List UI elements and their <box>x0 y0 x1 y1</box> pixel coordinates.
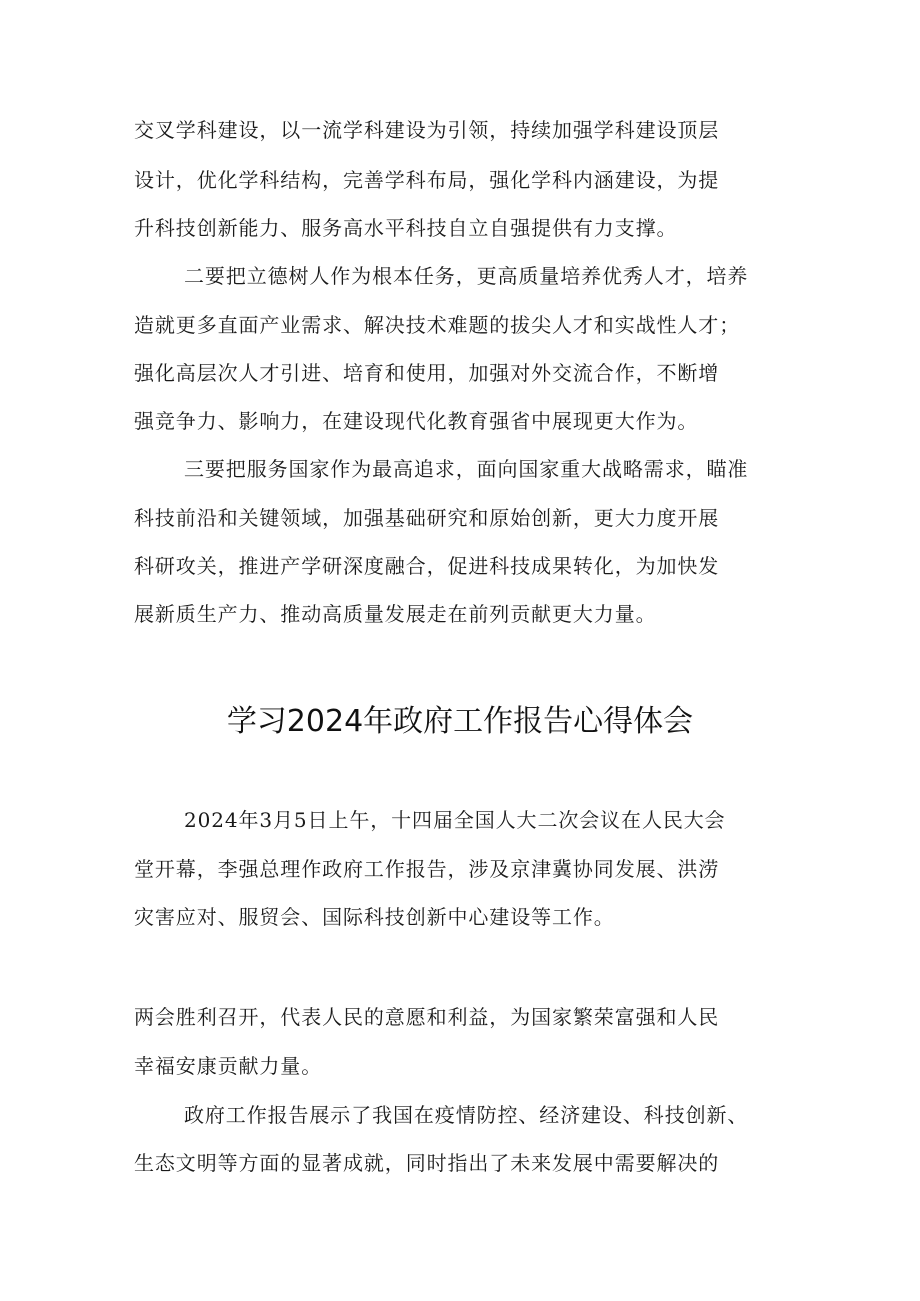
article-paragraph-2-line-2: 幸福安康贡献力量。 <box>134 1054 323 1078</box>
paragraph-1-line-3: 升科技创新能力、服务高水平科技自立自强提供有力支撑。 <box>134 216 678 240</box>
paragraph-3-line-2: 科技前沿和关键领域，加强基础研究和原始创新，更大力度开展 <box>134 506 720 530</box>
paragraph-1-line-2: 设计，优化学科结构，完善学科布局，强化学科内涵建设，为提 <box>134 168 720 192</box>
article-paragraph-2-line-1: 两会胜利召开，代表人民的意愿和利益，为国家繁荣富强和人民 <box>134 1005 720 1029</box>
article-title: 学习2024年政府工作报告心得体会 <box>226 704 694 739</box>
paragraph-2-line-1: 二要把立德树人作为根本任务，更高质量培养优秀人才，培养 <box>184 264 749 288</box>
article-paragraph-1-line-3: 灾害应对、服贸会、国际科技创新中心建设等工作。 <box>134 905 615 929</box>
paragraph-1-line-1: 交叉学科建设，以一流学科建设为引领，持续加强学科建设顶层 <box>134 118 720 142</box>
paragraph-2-line-3: 强化高层次人才引进、培育和使用，加强对外交流合作，不断增 <box>134 361 720 385</box>
article-paragraph-3-line-1: 政府工作报告展示了我国在疫情防控、经济建设、科技创新、 <box>184 1103 749 1127</box>
article-paragraph-3-line-2: 生态文明等方面的显著成就，同时指出了未来发展中需要解决的 <box>134 1151 720 1175</box>
article-paragraph-1-line-2: 堂开幕，李强总理作政府工作报告，涉及京津冀协同发展、洪涝 <box>134 857 720 881</box>
paragraph-3-line-3: 科研攻关，推进产学研深度融合，促进科技成果转化，为加快发 <box>134 554 720 578</box>
paragraph-2-line-2: 造就更多直面产业需求、解决技术难题的拔尖人才和实战性人才； <box>134 313 741 337</box>
paragraph-3-line-4: 展新质生产力、推动高质量发展走在前列贡献更大力量。 <box>134 602 657 626</box>
paragraph-3-line-1: 三要把服务国家作为最高追求，面向国家重大战略需求，瞄准 <box>184 457 749 481</box>
article-paragraph-1-line-1: 2024年3月5日上午，十四届全国人大二次会议在人民大会 <box>184 808 726 832</box>
paragraph-2-line-4: 强竞争力、影响力，在建设现代化教育强省中展现更大作为。 <box>134 409 699 433</box>
